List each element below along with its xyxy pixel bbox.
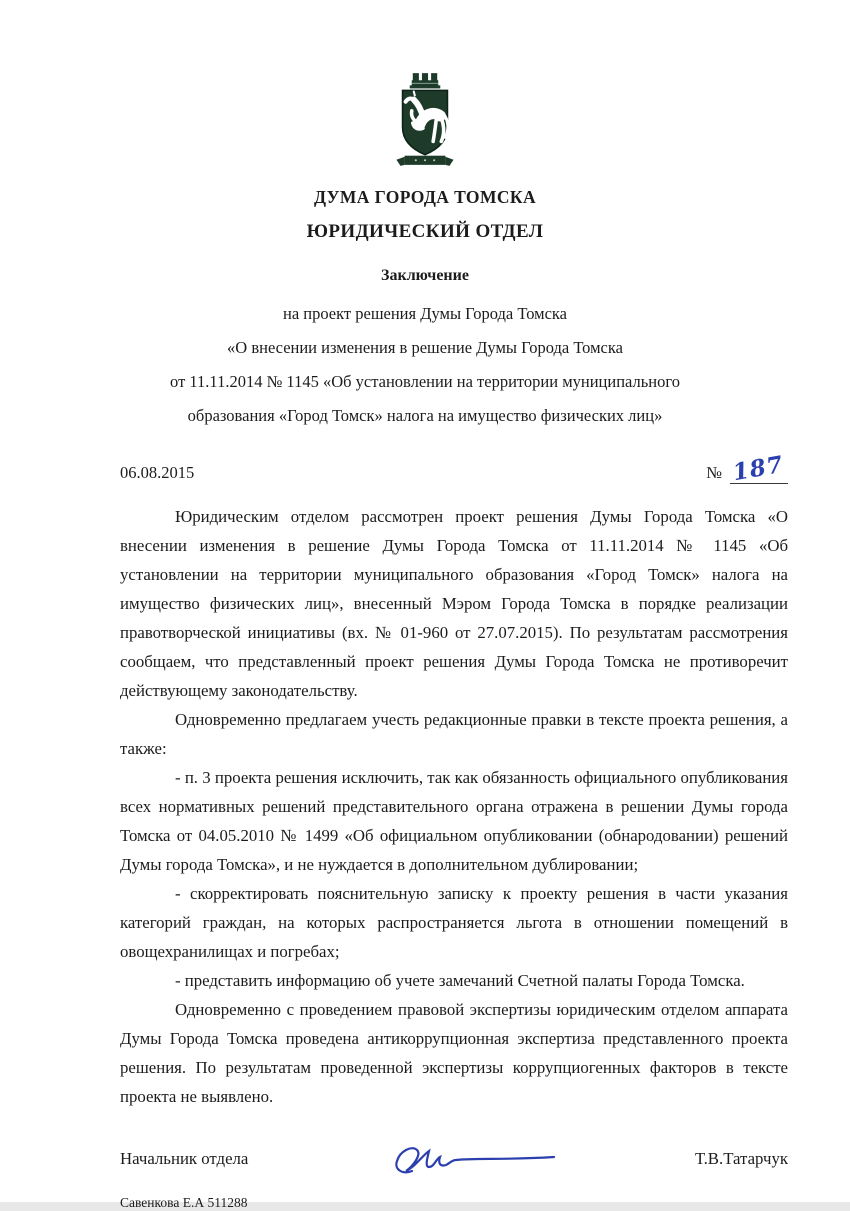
organization-title: ДУМА ГОРОДА ТОМСКА	[313, 187, 537, 207]
document-number-group	[706, 450, 788, 487]
document-body	[120, 502, 788, 1111]
subject-line: на проект решения Думы Города Томска	[282, 304, 568, 323]
signature-block	[120, 1137, 788, 1181]
paragraph: - скорректировать пояснительную записку к проекту решения в части указания категорий граждан, на которых распространяется льгота в отношении помещений в овощехранилищах и погребах;	[120, 884, 788, 961]
department-title: ЮРИДИЧЕСКИЙ ОТДЕЛ	[306, 221, 544, 242]
handwritten-number: 187	[731, 450, 787, 487]
tomsk-coat-of-arms-icon	[388, 66, 462, 172]
document-type-heading: Заключение	[381, 267, 469, 284]
paragraph: Одновременно с проведением правовой экспертизы юридическим отделом аппарата Думы Города Томска проведена антикоррупционная экспертиза представленного проекта решения. По результатам проведенной экспертизы коррупциогенных факторов в тексте проекта не выявлено.	[120, 1000, 788, 1106]
executor-note: Савенкова Е.А 511288	[120, 1195, 248, 1210]
paragraph: - п. 3 проекта решения исключить, так как обязанность официального опубликования всех нормативных решений представительного органа отражена в решении Думы города Томска от 04.05.2010 № 1499 «Об официальном опубликовании (обнародовании) решений Думы города Томска», и не нуждается в дополнительном дублировании;	[120, 768, 788, 874]
subject-line: «О внесении изменения в решение Думы Города Томска	[227, 338, 623, 357]
shield-icon	[403, 90, 448, 154]
document-date: 06.08.2015	[120, 463, 195, 482]
crown-icon	[410, 73, 441, 88]
ribbon-icon	[396, 156, 453, 166]
paragraph: Юридическим отделом рассмотрен проект решения Думы Города Томска «О внесении изменения в решение Думы Города Томска от 11.11.2014 № 1145 «Об установлении на территории муниципального образования «Город Томск» налога на имущество физических лиц», внесенный Мэром Города Томска в порядке реализации правотворческой инициативы (вх. № 01-960 от 27.07.2015). По результатам рассмотрения сообщаем, что представленный проект решения Думы Города Томска не противоречит действующему законодательству.	[120, 507, 788, 700]
signer-position: Начальник отдела	[120, 1149, 249, 1168]
paragraph: Одновременно предлагаем учесть редакционные правки в тексте проекта решения, а также:	[120, 710, 788, 758]
signer-name: Т.В.Татарчук	[695, 1149, 788, 1168]
meta-row	[120, 450, 788, 487]
paragraph: - представить информацию об учете замечаний Счетной палаты Города Томска.	[175, 971, 745, 990]
document-subject	[0, 297, 850, 433]
subject-line: от 11.11.2014 № 1145 «Об установлении на территории муниципального	[170, 372, 680, 391]
number-sign: №	[706, 463, 722, 482]
number-underline	[730, 450, 788, 487]
subject-line: образования «Город Томск» налога на имущество физических лиц»	[187, 406, 663, 425]
handwritten-signature-icon	[382, 1137, 562, 1181]
emblem-container	[0, 0, 850, 177]
